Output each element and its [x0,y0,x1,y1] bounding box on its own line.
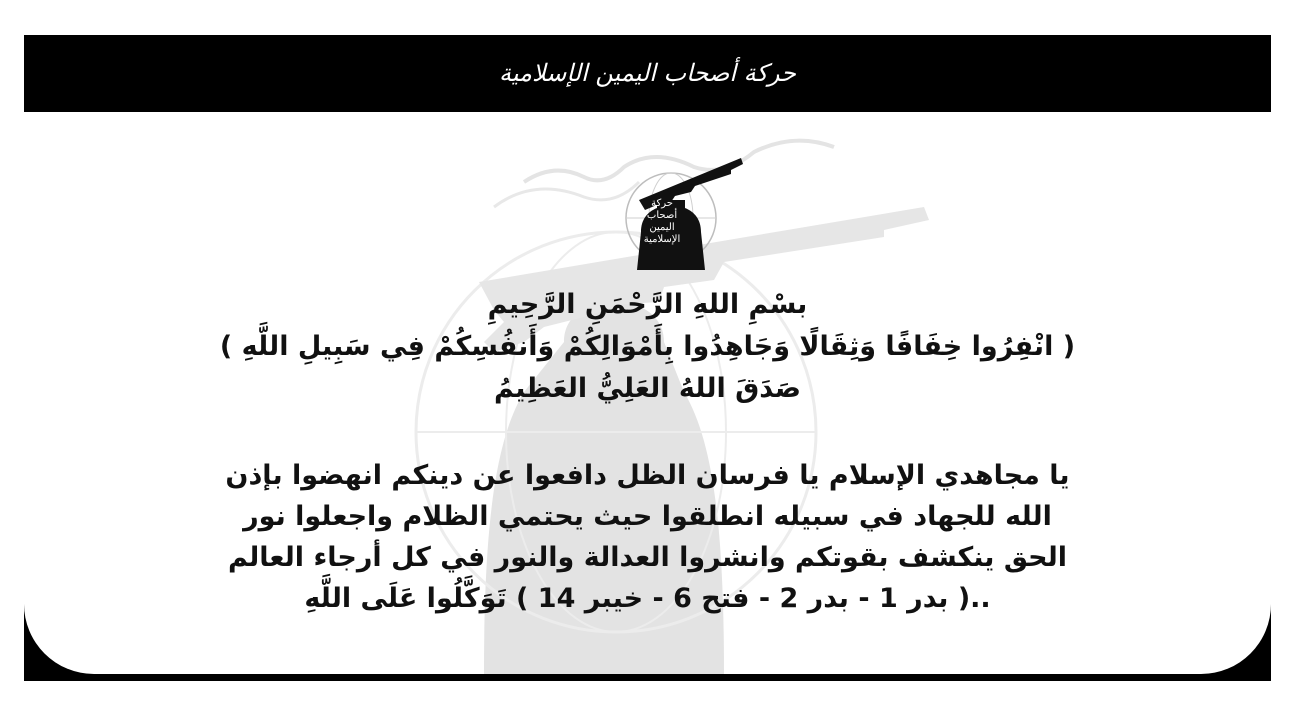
message-line-4: ..( بدر 1 - بدر 2 - فتح 6 - خيبر 14 ) تَوَكَّلُوا عَلَى اللَّهِ [304,583,991,614]
organization-title: حركة أصحاب اليمين الإسلامية [499,59,796,87]
logo-caption-line-1: حركة [651,198,673,209]
message-line-1: يا مجاهدي الإسلام يا فرسان الظل دافعوا عن دينكم انهضوا بإذن [225,460,1070,491]
banner-frame [24,35,1271,681]
logo-caption-line-2: أصحاب اليمين [646,210,678,233]
message-line-2: الله للجهاد في سبيله انطلقوا حيث يحتمي الظلام واجعلوا نور [243,501,1052,532]
basmala-line: بسْمِ اللهِ الرَّحْمَنِ الرَّحِيمِ [487,289,808,320]
logo-caption [636,198,688,246]
verse-line: ( انْفِرُوا خِفَافًا وَثِقَالًا وَجَاهِدُوا بِأَمْوَالِكُمْ وَأَنفُسِكُمْ فِي سَبِيلِ اللَّهِ ) [219,331,1076,362]
quran-verse-block [24,284,1271,410]
content-panel [24,112,1271,674]
logo-caption-line-3: الإسلامية [643,234,681,245]
message-line-3: الحق ينكشف بقوتكم وانشروا العدالة والنور في كل أرجاء العالم [227,542,1068,573]
message-block [24,455,1271,619]
verse-closing-line: صَدَقَ اللهُ العَلِيُّ العَظِيمُ [494,373,801,404]
